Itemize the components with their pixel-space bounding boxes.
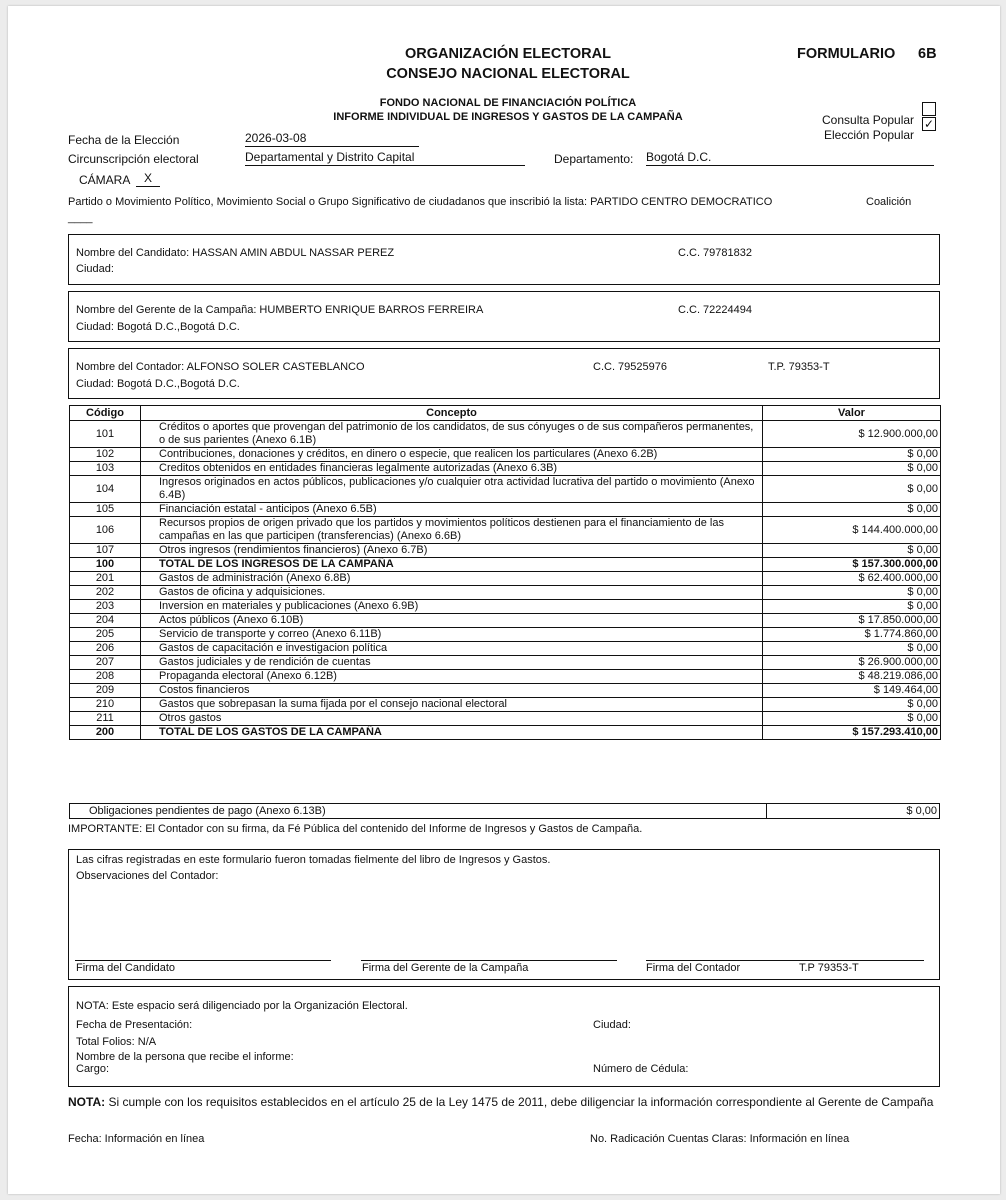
row-concept: Gastos de administración (Anexo 6.8B) bbox=[141, 572, 763, 586]
accountant-box bbox=[68, 348, 940, 399]
row-code: 206 bbox=[70, 642, 141, 656]
row-concept: Actos públicos (Anexo 6.10B) bbox=[141, 614, 763, 628]
table-row bbox=[70, 544, 941, 558]
table-row bbox=[70, 684, 941, 698]
table-row bbox=[70, 698, 941, 712]
table-row bbox=[70, 421, 941, 448]
departamento-label: Departamento: bbox=[554, 152, 634, 166]
row-code: 208 bbox=[70, 670, 141, 684]
eleccion-popular-checkbox[interactable]: ✓ bbox=[923, 117, 935, 131]
row-code: 205 bbox=[70, 628, 141, 642]
row-concept: Financiación estatal - anticipos (Anexo 6.5B) bbox=[141, 503, 763, 517]
manager-name: Nombre del Gerente de la Campaña: HUMBERTO ENRIQUE BARROS FERREIRA bbox=[76, 304, 484, 316]
importante-text: IMPORTANTE: El Contador con su firma, da Fé Pública del contenido del Informe de Ingresos y Gastos de Campaña. bbox=[68, 823, 643, 835]
row-value: $ 17.850.000,00 bbox=[763, 614, 941, 628]
table-row bbox=[70, 600, 941, 614]
row-value: $ 0,00 bbox=[763, 476, 941, 503]
row-value: $ 0,00 bbox=[763, 586, 941, 600]
candidate-city: Ciudad: bbox=[76, 263, 114, 275]
form-label: FORMULARIO bbox=[797, 46, 896, 62]
table-row bbox=[70, 558, 941, 572]
row-concept: Creditos obtenidos en entidades financieras legalmente autorizadas (Anexo 6.3B) bbox=[141, 462, 763, 476]
table-row bbox=[70, 586, 941, 600]
accountant-name: Nombre del Contador: ALFONSO SOLER CASTEBLANCO bbox=[76, 361, 365, 373]
row-concept: Costos financieros bbox=[141, 684, 763, 698]
table-row bbox=[70, 476, 941, 503]
header-concept: Concepto bbox=[141, 406, 763, 421]
camara-label: CÁMARA bbox=[79, 173, 131, 187]
row-code: 103 bbox=[70, 462, 141, 476]
obligations-row bbox=[69, 803, 940, 819]
circunscripcion-value: Departamental y Distrito Capital bbox=[245, 150, 525, 166]
form-page bbox=[8, 6, 1000, 1194]
candidate-signature-label: Firma del Candidato bbox=[76, 962, 176, 974]
table-row bbox=[70, 462, 941, 476]
office-ciudad: Ciudad: bbox=[593, 1019, 631, 1031]
observations-label: Observaciones del Contador: bbox=[76, 870, 219, 882]
row-code: 106 bbox=[70, 517, 141, 544]
row-value: $ 157.293.410,00 bbox=[763, 726, 941, 740]
row-value: $ 0,00 bbox=[763, 462, 941, 476]
row-concept: Propaganda electoral (Anexo 6.12B) bbox=[141, 670, 763, 684]
accountant-signature-label: Firma del Contador bbox=[646, 962, 741, 974]
coalition-label: Coalición bbox=[866, 196, 912, 208]
cedula-label: Número de Cédula: bbox=[593, 1063, 689, 1075]
candidate-signature-line[interactable] bbox=[75, 960, 331, 961]
footer-radicacion: No. Radicación Cuentas Claras: Información en línea bbox=[590, 1133, 850, 1145]
row-value: $ 1.774.860,00 bbox=[763, 628, 941, 642]
accountant-tp: T.P. 79353-T bbox=[768, 361, 830, 373]
fund-title: FONDO NACIONAL DE FINANCIACIÓN POLÍTICA bbox=[379, 97, 637, 109]
accountant-cc: C.C. 79525976 bbox=[593, 361, 667, 373]
manager-box bbox=[68, 291, 940, 342]
row-code: 107 bbox=[70, 544, 141, 558]
candidate-name: Nombre del Candidato: HASSAN AMIN ABDUL NASSAR PEREZ bbox=[76, 247, 395, 259]
row-concept: Créditos o aportes que provengan del patrimonio de los candidatos, de sus cónyuges o de sus compañeros permanentes, o de sus parientes (Anexo 6.1B) bbox=[141, 421, 763, 448]
row-code: 101 bbox=[70, 421, 141, 448]
row-code: 201 bbox=[70, 572, 141, 586]
table-row bbox=[70, 670, 941, 684]
table-body bbox=[70, 421, 941, 740]
row-concept: TOTAL DE LOS GASTOS DE LA CAMPAÑA bbox=[141, 726, 763, 740]
manager-cc: C.C. 72224494 bbox=[678, 304, 752, 316]
total-folios: Total Folios: N/A bbox=[76, 1036, 157, 1048]
table-row bbox=[70, 628, 941, 642]
election-date-label: Fecha de la Elección bbox=[68, 133, 180, 147]
eleccion-popular-label: Elección Popular bbox=[824, 128, 915, 142]
row-code: 200 bbox=[70, 726, 141, 740]
form-number: 6B bbox=[918, 46, 937, 62]
row-value: $ 144.400.000,00 bbox=[763, 517, 941, 544]
election-date-value: 2026-03-08 bbox=[245, 131, 419, 147]
row-concept: Gastos judiciales y de rendición de cuentas bbox=[141, 656, 763, 670]
row-code: 102 bbox=[70, 448, 141, 462]
row-value: $ 26.900.000,00 bbox=[763, 656, 941, 670]
header-code: Código bbox=[70, 406, 141, 421]
row-concept: Servicio de transporte y correo (Anexo 6.11B) bbox=[141, 628, 763, 642]
obligations-value: $ 0,00 bbox=[906, 805, 937, 817]
fecha-presentacion: Fecha de Presentación: bbox=[76, 1019, 193, 1031]
income-expense-table bbox=[69, 405, 941, 740]
row-value: $ 0,00 bbox=[763, 544, 941, 558]
coalition-value: ____ bbox=[68, 212, 93, 224]
row-concept: Ingresos originados en actos públicos, publicaciones y/o cualquier otra actividad lucrativa del partido o movimiento (Anexo 6.4B) bbox=[141, 476, 763, 503]
row-concept: Otros ingresos (rendimientos financieros) (Anexo 6.7B) bbox=[141, 544, 763, 558]
row-concept: Gastos que sobrepasan la suma fijada por el consejo nacional electoral bbox=[141, 698, 763, 712]
row-code: 105 bbox=[70, 503, 141, 517]
row-value: $ 0,00 bbox=[763, 698, 941, 712]
table-row bbox=[70, 642, 941, 656]
certification-box bbox=[68, 849, 940, 980]
footer-nota-label: NOTA: bbox=[68, 1095, 106, 1109]
table-row bbox=[70, 503, 941, 517]
row-code: 100 bbox=[70, 558, 141, 572]
table-row bbox=[70, 572, 941, 586]
row-value: $ 0,00 bbox=[763, 448, 941, 462]
circunscripcion-label: Circunscripción electoral bbox=[68, 152, 199, 166]
row-value: $ 0,00 bbox=[763, 642, 941, 656]
row-value: $ 0,00 bbox=[763, 712, 941, 726]
row-concept: Gastos de oficina y adquisiciones. bbox=[141, 586, 763, 600]
row-concept: Inversion en materiales y publicaciones (Anexo 6.9B) bbox=[141, 600, 763, 614]
row-code: 207 bbox=[70, 656, 141, 670]
row-concept: Gastos de capacitación e investigacion política bbox=[141, 642, 763, 656]
office-nota: NOTA: Este espacio será diligenciado por la Organización Electoral. bbox=[76, 1000, 408, 1012]
table-row bbox=[70, 656, 941, 670]
org-title-2: CONSEJO NACIONAL ELECTORAL bbox=[386, 66, 630, 82]
row-value: $ 0,00 bbox=[763, 600, 941, 614]
org-title-1: ORGANIZACIÓN ELECTORAL bbox=[405, 46, 611, 62]
row-code: 204 bbox=[70, 614, 141, 628]
footer-nota bbox=[68, 1094, 948, 1110]
footer-nota-text: Si cumple con los requisitos establecidos en el artículo 25 de la Ley 1475 de 2011, debe diligenciar la información correspondiente al Gerente de Campaña bbox=[108, 1095, 934, 1109]
row-value: $ 149.464,00 bbox=[763, 684, 941, 698]
table-row bbox=[70, 614, 941, 628]
row-code: 203 bbox=[70, 600, 141, 614]
table-row bbox=[70, 712, 941, 726]
row-concept: Otros gastos bbox=[141, 712, 763, 726]
departamento-value: Bogotá D.C. bbox=[646, 150, 934, 166]
accountant-signature-line[interactable] bbox=[646, 960, 924, 961]
report-title: INFORME INDIVIDUAL DE INGRESOS Y GASTOS DE LA CAMPAÑA bbox=[333, 111, 683, 123]
row-code: 104 bbox=[70, 476, 141, 503]
office-use-box bbox=[68, 986, 940, 1087]
table-row bbox=[70, 448, 941, 462]
row-code: 210 bbox=[70, 698, 141, 712]
party-text: Partido o Movimiento Político, Movimiento Social o Grupo Significativo de ciudadanos que inscribió la lista: PARTIDO CENTRO DEMOCRATICO bbox=[68, 196, 773, 208]
consulta-popular-checkbox[interactable] bbox=[922, 102, 936, 116]
manager-signature-label: Firma del Gerente de la Campaña bbox=[362, 962, 529, 974]
obligations-divider bbox=[766, 803, 767, 819]
camara-mark: X bbox=[136, 171, 160, 187]
certification-text: Las cifras registradas en este formulario fueron tomadas fielmente del libro de Ingresos y Gastos. bbox=[76, 854, 551, 866]
row-concept: Recursos propios de origen privado que los partidos y movimientos políticos destienen para el financiamiento de las campañas en las que participen (transferencias) (Anexo 6.6B) bbox=[141, 517, 763, 544]
header-value: Valor bbox=[763, 406, 941, 421]
row-value: $ 48.219.086,00 bbox=[763, 670, 941, 684]
table-row bbox=[70, 726, 941, 740]
receptor-label: Nombre de la persona que recibe el informe: bbox=[76, 1051, 294, 1063]
table-row bbox=[70, 517, 941, 544]
row-value: $ 157.300.000,00 bbox=[763, 558, 941, 572]
consulta-popular-label: Consulta Popular bbox=[822, 113, 915, 127]
cargo-label: Cargo: bbox=[76, 1063, 110, 1075]
footer-fecha: Fecha: Información en línea bbox=[68, 1133, 205, 1145]
row-value: $ 0,00 bbox=[763, 503, 941, 517]
candidate-cc: C.C. 79781832 bbox=[678, 247, 752, 259]
row-code: 209 bbox=[70, 684, 141, 698]
manager-city: Ciudad: Bogotá D.C.,Bogotá D.C. bbox=[76, 321, 240, 333]
row-code: 202 bbox=[70, 586, 141, 600]
accountant-tp-label: T.P 79353-T bbox=[799, 962, 859, 974]
row-concept: Contribuciones, donaciones y créditos, en dinero o especie, que realicen los particulares (Anexo 6.2B) bbox=[141, 448, 763, 462]
manager-signature-line[interactable] bbox=[361, 960, 617, 961]
row-value: $ 12.900.000,00 bbox=[763, 421, 941, 448]
row-value: $ 62.400.000,00 bbox=[763, 572, 941, 586]
row-concept: TOTAL DE LOS INGRESOS DE LA CAMPAÑA bbox=[141, 558, 763, 572]
obligations-label: Obligaciones pendientes de pago (Anexo 6.13B) bbox=[89, 805, 326, 817]
accountant-city: Ciudad: Bogotá D.C.,Bogotá D.C. bbox=[76, 378, 240, 390]
row-code: 211 bbox=[70, 712, 141, 726]
candidate-box bbox=[68, 234, 940, 285]
